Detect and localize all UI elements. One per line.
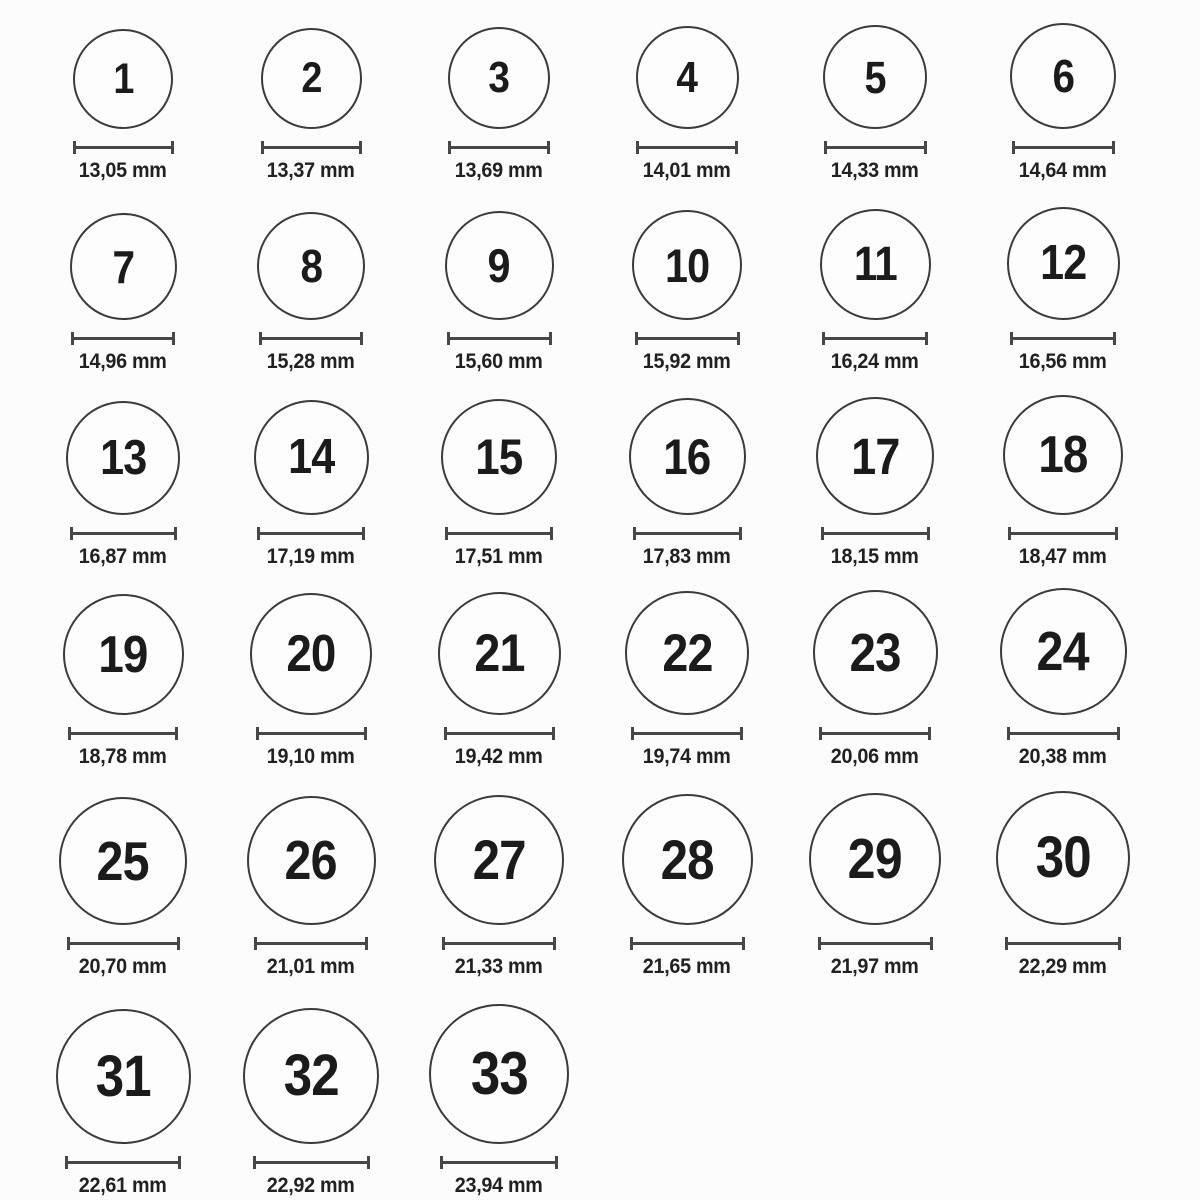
ring-size-number: 29 [847,826,903,891]
diameter-label: 13,37 mm [267,159,355,182]
ring-size-number: 26 [284,829,338,891]
ring-size-number: 16 [663,428,711,485]
ring-circle [632,210,742,320]
ring-circle [438,592,561,715]
ring-size-number: 13 [99,430,147,485]
diameter-label: 16,24 mm [831,350,919,373]
ring-size-cell [250,593,372,771]
diameter-measure-bar [67,937,180,950]
ring-size-number: 9 [487,239,511,292]
ring-size-number: 3 [488,53,510,102]
diameter-label: 20,06 mm [831,745,919,768]
ring-size-cell [1003,395,1123,571]
diameter-measure-bar [68,727,178,740]
diameter-label: 18,15 mm [831,545,919,568]
diameter-measure-bar [822,332,928,345]
diameter-label: 21,01 mm [267,955,355,978]
diameter-label: 22,92 mm [267,1174,355,1197]
ring-size-number: 2 [300,54,322,102]
ring-size-cell [636,26,739,185]
ring-circle [996,791,1130,925]
ring-size-number: 33 [470,1040,528,1107]
diameter-label: 14,96 mm [79,350,167,373]
ring-size-number: 14 [287,430,335,484]
size-row-3 [29,376,1157,571]
ring-circle [448,27,550,129]
diameter-label: 16,87 mm [79,545,167,568]
ring-size-cell [254,400,369,571]
ring-size-number: 6 [1052,50,1074,102]
ring-size-number: 10 [664,238,710,292]
diameter-measure-bar [1008,527,1118,540]
ring-size-number: 1 [112,54,134,103]
diameter-measure-bar [824,141,927,154]
diameter-label: 16,56 mm [1019,350,1107,373]
ring-size-cell [56,1009,191,1200]
diameter-label: 21,65 mm [643,955,731,978]
ring-circle [1000,588,1127,715]
diameter-label: 17,51 mm [455,545,543,568]
diameter-measure-bar [821,527,930,540]
diameter-measure-bar [253,1156,370,1169]
diameter-label: 19,42 mm [455,745,543,768]
ring-circle [434,795,564,925]
ring-circle [625,591,749,715]
ring-size-cell [243,1008,379,1200]
diameter-measure-bar [1010,332,1116,345]
diameter-measure-bar [448,141,550,154]
ring-circle [622,794,753,925]
diameter-measure-bar [819,727,931,740]
ring-size-cell [441,399,557,571]
ring-size-cell [63,594,184,771]
diameter-measure-bar [445,527,553,540]
size-row-6 [29,981,1157,1200]
size-row-2 [29,185,1157,376]
ring-circle [243,1008,379,1144]
ring-size-number: 21 [473,624,525,683]
ring-size-cell [629,398,746,571]
ring-circle [445,211,554,320]
diameter-measure-bar [257,527,365,540]
ring-circle [250,593,372,715]
diameter-measure-bar [1005,937,1121,950]
ring-circle [429,1004,569,1144]
ring-size-number: 17 [850,427,900,485]
ring-circle [809,793,941,925]
ring-size-cell [247,796,376,981]
ring-size-cell [66,401,180,571]
diameter-label: 15,60 mm [455,350,543,373]
ring-circle [1003,395,1123,515]
ring-size-cell [625,591,749,771]
diameter-measure-bar [630,937,745,950]
ring-size-cell [632,210,742,376]
ring-size-cell [1010,23,1116,185]
diameter-label: 13,69 mm [455,159,543,182]
diameter-measure-bar [440,1156,558,1169]
diameter-measure-bar [254,937,368,950]
diameter-label: 18,47 mm [1019,545,1107,568]
diameter-label: 22,29 mm [1019,955,1107,978]
diameter-label: 15,92 mm [643,350,731,373]
ring-size-number: 11 [853,237,897,291]
diameter-label: 21,97 mm [831,955,919,978]
diameter-measure-bar [71,332,175,345]
ring-size-number: 15 [475,429,523,485]
ring-size-cell [823,25,927,185]
ring-size-number: 20 [286,625,336,683]
diameter-measure-bar [444,727,555,740]
diameter-label: 19,10 mm [267,745,355,768]
ring-circle [1010,23,1116,129]
ring-circle [254,400,369,515]
ring-size-cell [996,791,1130,981]
ring-circle [56,1009,191,1144]
diameter-label: 18,78 mm [79,745,167,768]
diameter-label: 20,70 mm [79,955,167,978]
ring-size-cell [429,1004,569,1200]
ring-size-cell [816,397,934,571]
diameter-measure-bar [447,332,552,345]
diameter-measure-bar [261,141,362,154]
diameter-label: 17,83 mm [643,545,731,568]
ring-circle [1007,207,1120,320]
ring-circle [59,797,187,925]
diameter-measure-bar [1012,141,1115,154]
ring-size-number: 31 [95,1043,151,1109]
diameter-measure-bar [635,332,740,345]
ring-circle [820,209,931,320]
ring-circle [70,213,177,320]
ring-size-cell [73,29,174,185]
ring-size-cell [448,27,550,185]
ring-size-number: 5 [864,51,886,103]
ring-circle [73,29,173,129]
diameter-label: 19,74 mm [643,745,731,768]
ring-circle [247,796,376,925]
diameter-label: 14,64 mm [1019,159,1107,182]
ring-size-number: 12 [1039,236,1087,290]
ring-size-cell [59,797,187,981]
diameter-measure-bar [818,937,933,950]
ring-circle [823,25,927,129]
ring-size-number: 32 [283,1043,339,1108]
size-row-1 [29,0,1157,185]
diameter-label: 20,38 mm [1019,745,1107,768]
diameter-measure-bar [442,937,556,950]
ring-size-number: 23 [849,622,901,683]
ring-size-cell [257,212,365,376]
ring-size-cell [809,793,941,981]
ring-size-cell [438,592,561,771]
diameter-measure-bar [631,727,743,740]
size-row-5 [29,771,1157,981]
ring-circle [816,397,934,515]
ring-size-number: 22 [661,623,713,683]
ring-size-cell [1000,588,1127,771]
diameter-measure-bar [636,141,738,154]
diameter-measure-bar [256,727,367,740]
ring-size-number: 28 [660,827,714,891]
ring-size-cell [70,213,177,376]
ring-size-number: 24 [1036,620,1090,682]
ring-size-number: 4 [676,52,698,102]
ring-size-number: 19 [98,625,148,684]
diameter-label: 14,01 mm [643,159,731,182]
ring-circle [261,28,362,129]
ring-circle [813,590,938,715]
diameter-label: 22,61 mm [79,1174,167,1197]
diameter-measure-bar [73,141,174,154]
diameter-label: 13,05 mm [79,159,167,182]
ring-circle [441,399,557,515]
ring-size-number: 18 [1038,426,1088,484]
ring-size-number: 8 [300,240,322,292]
diameter-measure-bar [633,527,742,540]
diameter-label: 17,19 mm [267,545,355,568]
diameter-label: 14,33 mm [831,159,919,182]
ring-size-number: 27 [472,828,526,891]
diameter-measure-bar [1007,727,1120,740]
ring-size-cell [622,794,753,981]
ring-circle [636,26,739,129]
ring-size-cell [261,28,362,185]
ring-size-cell [813,590,938,771]
ring-circle [629,398,746,515]
ring-size-cell [1007,207,1120,376]
ring-size-cell [820,209,931,376]
diameter-label: 15,28 mm [267,350,355,373]
diameter-measure-bar [259,332,363,345]
diameter-label: 23,94 mm [455,1174,543,1197]
ring-circle [257,212,365,320]
diameter-measure-bar [65,1156,181,1169]
ring-size-cell [445,211,554,376]
ring-circle [66,401,180,515]
ring-circle [63,594,184,715]
ring-size-cell [434,795,564,981]
ring-size-number: 25 [96,829,150,892]
diameter-measure-bar [70,527,177,540]
size-row-4 [29,571,1157,771]
diameter-label: 21,33 mm [455,955,543,978]
ring-size-number: 7 [112,240,134,293]
ring-size-number: 30 [1035,825,1091,890]
